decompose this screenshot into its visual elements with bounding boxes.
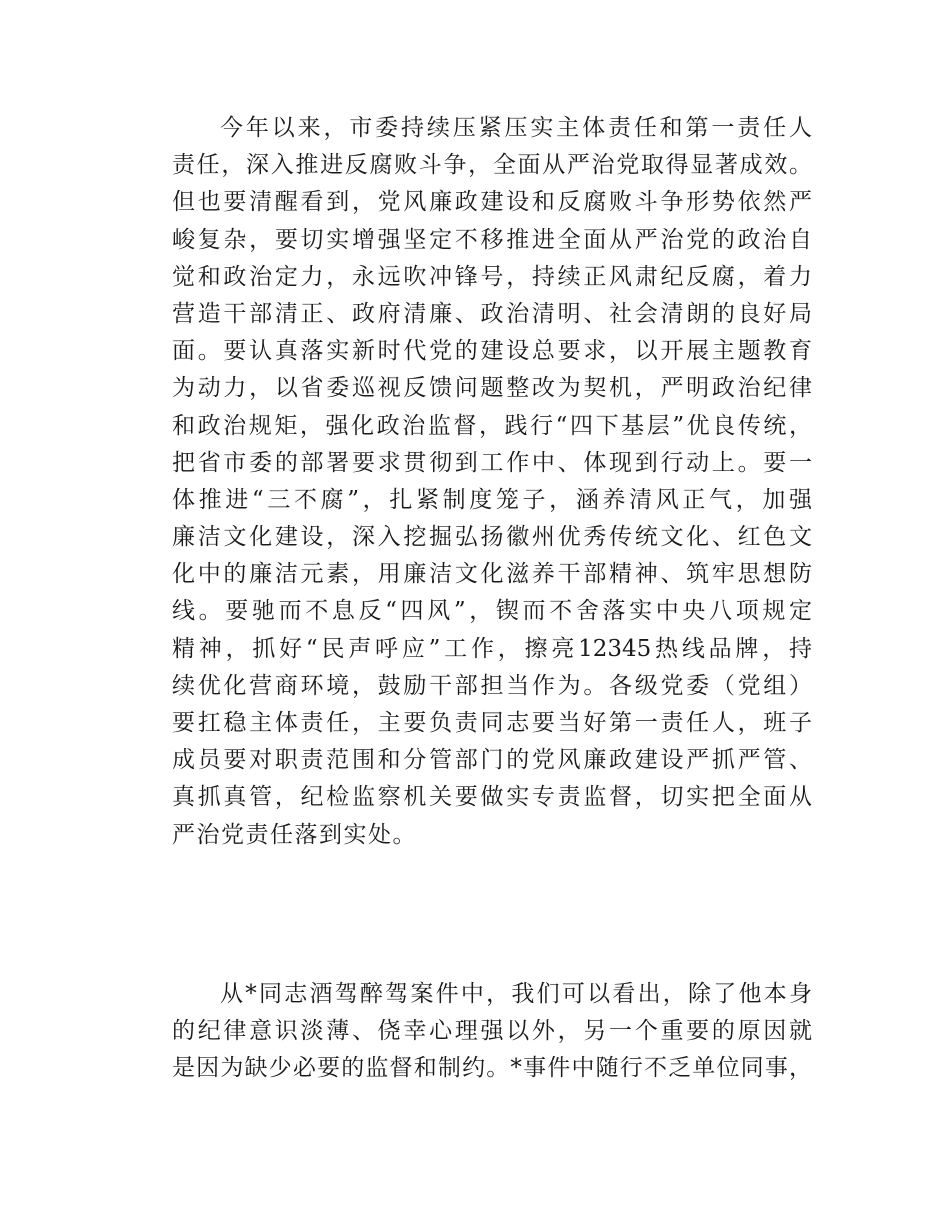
paragraph-line: 为动力，以省委巡视反馈问题整改为契机，严明政治纪律 — [172, 375, 812, 402]
paragraph-line: 营造干部清正、政府清廉、政治清明、社会清朗的良好局 — [172, 300, 812, 327]
paragraph-2 — [172, 976, 812, 1088]
paragraph-line: 续优化营商环境，鼓励干部担当作为。各级党委（党组） — [172, 672, 812, 699]
paragraph-line: 是因为缺少必要的监督和制约。*事件中随行不乏单位同事， — [172, 1055, 812, 1082]
paragraph-line: 体推进“三不腐”，扎紧制度笼子，涵养清风正气，加强 — [172, 486, 812, 513]
paragraph-line: 从*同志酒驾醉驾案件中，我们可以看出，除了他本身 — [220, 981, 812, 1007]
paragraph-line: 真抓真管，纪检监察机关要做实专责监督，切实把全面从 — [172, 784, 812, 811]
paragraph-line: 的纪律意识淡薄、侥幸心理强以外，另一个重要的原因就 — [172, 1018, 812, 1045]
paragraph-line: 廉洁文化建设，深入挖掘弘扬徽州优秀传统文化、红色文 — [172, 524, 812, 551]
paragraph-line: 化中的廉洁元素，用廉洁文化滋养干部精神、筑牢思想防 — [172, 561, 812, 588]
paragraph-line: 要扛稳主体责任，主要负责同志要当好第一责任人，班子 — [172, 710, 812, 736]
paragraph-1 — [172, 110, 812, 854]
paragraph-line: 精神，抓好“民声呼应”工作，擦亮12345热线品牌，持 — [172, 635, 812, 662]
paragraph-line: 责任，深入推进反腐败斗争，全面从严治党取得显著成效。 — [172, 152, 812, 179]
paragraph-line: 峻复杂，要切实增强坚定不移推进全面从严治党的政治自 — [172, 226, 812, 253]
paragraph-line: 成员要对职责范围和分管部门的党风廉政建设严抓严管、 — [172, 747, 812, 774]
paragraph-line: 面。要认真落实新时代党的建设总要求，以开展主题教育 — [172, 338, 812, 365]
paragraph-line: 觉和政治定力，永远吹冲锋号，持续正风肃纪反腐，着力 — [172, 263, 812, 290]
paragraph-line-last: 严治党责任落到实处。 — [172, 821, 417, 848]
paragraph-line: 但也要清醒看到，党风廉政建设和反腐败斗争形势依然严 — [172, 189, 812, 216]
paragraph-line: 今年以来，市委持续压紧压实主体责任和第一责任人 — [220, 115, 812, 141]
paragraph-line: 线。要驰而不息反“四风”，锲而不舍落实中央八项规定 — [172, 598, 812, 625]
paragraph-line: 和政治规矩，强化政治监督，践行“四下基层”优良传统， — [172, 412, 812, 439]
paragraph-line: 把省市委的部署要求贯彻到工作中、体现到行动上。要一 — [172, 449, 812, 476]
